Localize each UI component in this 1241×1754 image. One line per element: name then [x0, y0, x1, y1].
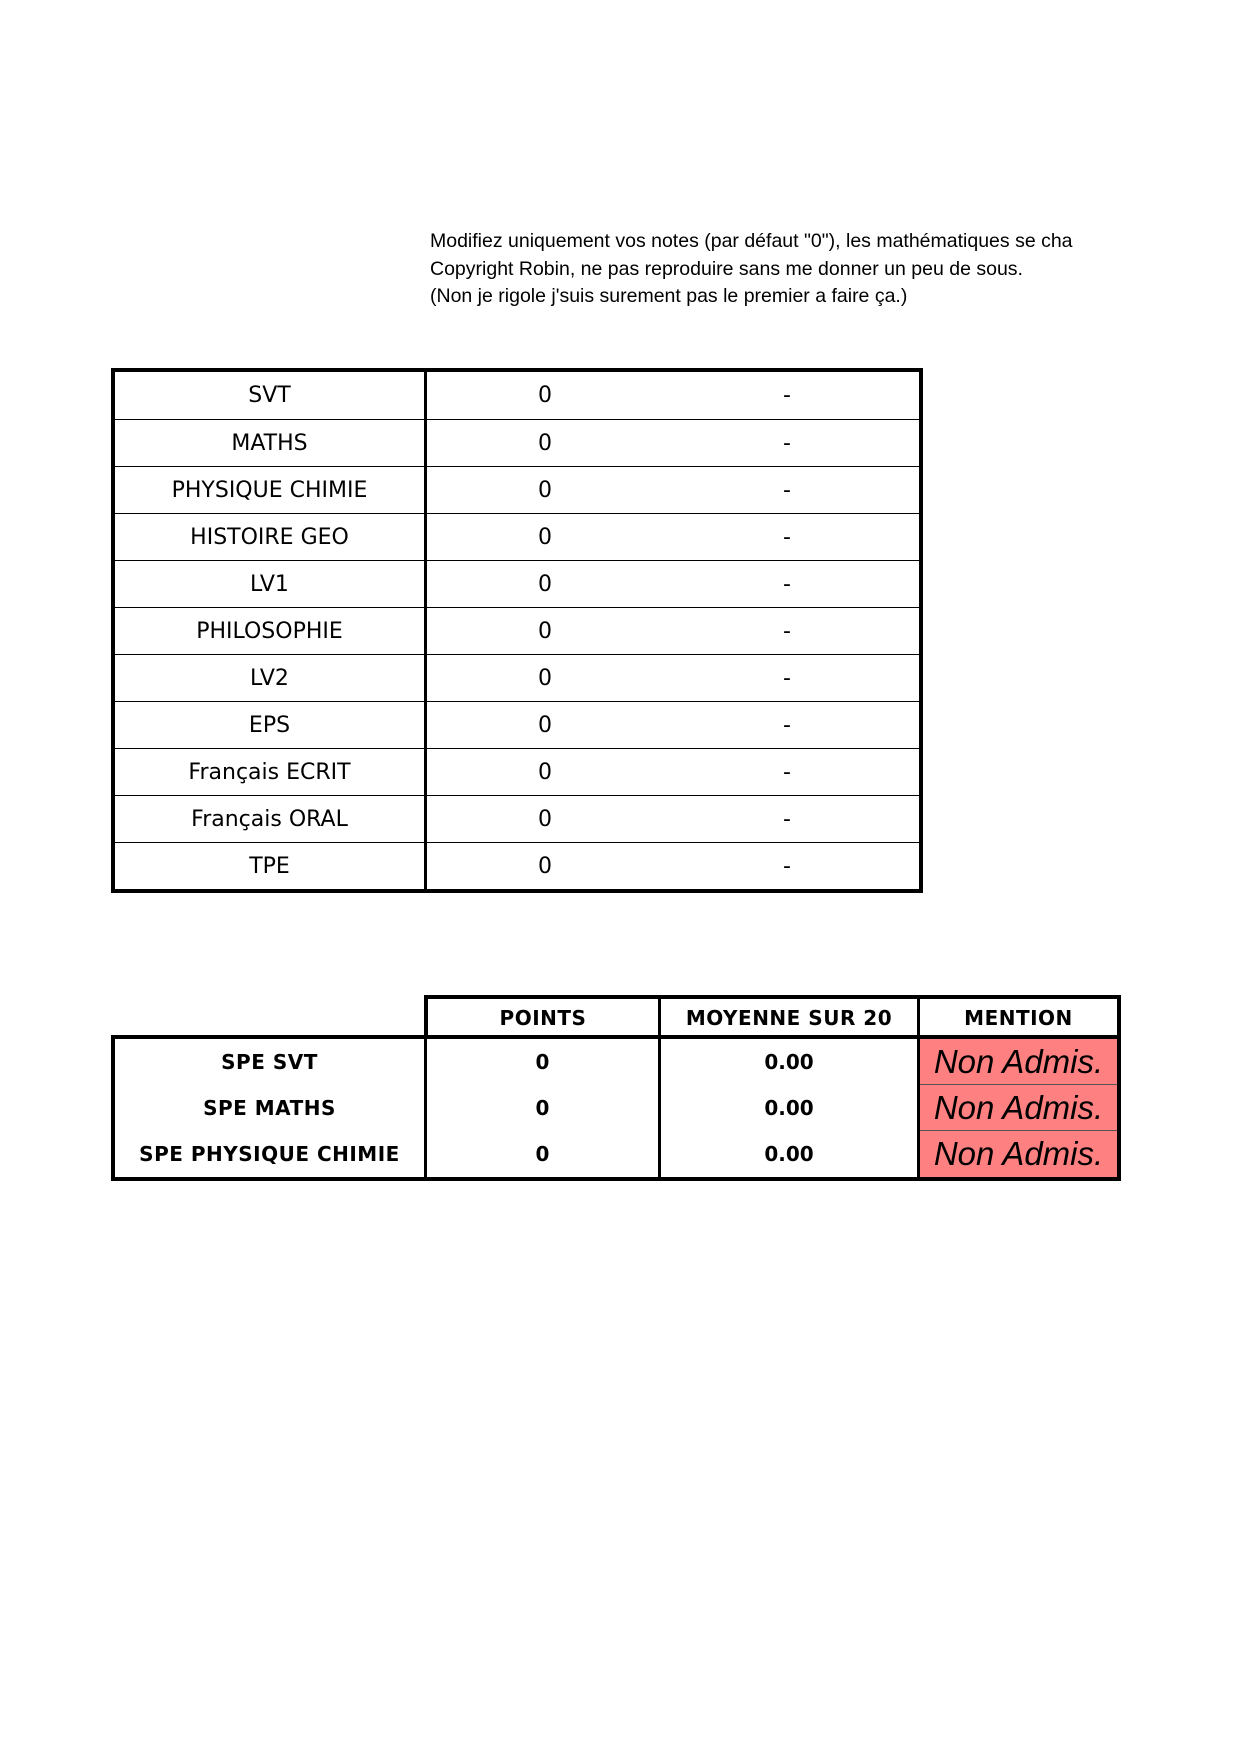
result-row-spe-maths — [115, 1085, 1117, 1131]
results-header — [424, 995, 1121, 1037]
grade-input-cell[interactable]: 0 — [538, 383, 552, 408]
grade-input-cell[interactable]: 0 — [538, 806, 552, 832]
points-value: 0 — [427, 1131, 661, 1177]
result-row-spe-physique-chimie — [115, 1131, 1117, 1177]
subject-label: Français ECRIT — [115, 749, 427, 795]
average-value: 0.00 — [661, 1039, 920, 1085]
subject-label: LV2 — [115, 655, 427, 701]
spe-label: SPE SVT — [115, 1039, 427, 1085]
grade-result-cell: - — [783, 524, 791, 550]
points-value: 0 — [427, 1039, 661, 1085]
subject-label: MATHS — [115, 420, 427, 466]
subject-label: LV1 — [115, 561, 427, 607]
grade-input-cell[interactable]: 0 — [538, 853, 552, 879]
grade-input-cell[interactable]: 0 — [538, 524, 552, 550]
subject-label: SVT — [115, 372, 427, 419]
grade-result-cell: - — [783, 712, 791, 738]
subject-label: Français ORAL — [115, 796, 427, 842]
subject-label: EPS — [115, 702, 427, 748]
grades-table — [111, 368, 923, 893]
grade-row-philosophie — [115, 607, 919, 654]
points-value: 0 — [427, 1085, 661, 1131]
grade-row-francais-ecrit — [115, 748, 919, 795]
grade-row-lv1 — [115, 560, 919, 607]
grade-result-cell: - — [783, 571, 791, 597]
grade-result-cell: - — [783, 430, 791, 456]
average-header: MOYENNE SUR 20 — [661, 999, 920, 1037]
grade-result-cell: - — [783, 806, 791, 832]
subject-label: PHYSIQUE CHIMIE — [115, 467, 427, 513]
note-line-2: Copyright Robin, ne pas reproduire sans me donner un peu de sous. — [430, 257, 1023, 280]
instructions-note — [430, 228, 1122, 311]
grade-result-cell: - — [783, 618, 791, 644]
grade-row-svt — [115, 372, 919, 419]
mention-value: Non Admis. — [920, 1085, 1117, 1131]
grade-input-cell[interactable]: 0 — [538, 477, 552, 503]
grade-row-francais-oral — [115, 795, 919, 842]
note-line-1: Modifiez uniquement vos notes (par défaut "0"), les mathématiques se cha — [430, 230, 1073, 252]
grade-row-eps — [115, 701, 919, 748]
grade-row-maths — [115, 419, 919, 466]
spe-label: SPE MATHS — [115, 1085, 427, 1131]
average-value: 0.00 — [661, 1085, 920, 1131]
subject-label: HISTOIRE GEO — [115, 514, 427, 560]
grade-result-cell: - — [783, 759, 791, 785]
grade-row-lv2 — [115, 654, 919, 701]
grade-result-cell: - — [783, 477, 791, 503]
grade-input-cell[interactable]: 0 — [538, 571, 552, 597]
result-row-spe-svt — [115, 1039, 1117, 1085]
grade-result-cell: - — [783, 853, 791, 879]
grade-input-cell[interactable]: 0 — [538, 618, 552, 644]
subject-label: TPE — [115, 843, 427, 889]
subject-label: PHILOSOPHIE — [115, 608, 427, 654]
spe-label: SPE PHYSIQUE CHIMIE — [115, 1131, 427, 1177]
grade-result-cell: - — [783, 665, 791, 691]
grade-row-histoire-geo — [115, 513, 919, 560]
results-body — [111, 1035, 1121, 1181]
average-value: 0.00 — [661, 1131, 920, 1177]
note-line-3: (Non je rigole j'suis surement pas le premier a faire ça.) — [430, 285, 908, 307]
grade-input-cell[interactable]: 0 — [538, 712, 552, 738]
grade-input-cell[interactable]: 0 — [538, 665, 552, 691]
grade-row-tpe — [115, 842, 919, 889]
mention-header: MENTION — [964, 1006, 1073, 1030]
grade-result-cell: - — [783, 383, 791, 408]
mention-value: Non Admis. — [920, 1131, 1117, 1177]
grade-input-cell[interactable]: 0 — [538, 430, 552, 456]
grade-row-physique-chimie — [115, 466, 919, 513]
grade-input-cell[interactable]: 0 — [538, 759, 552, 785]
mention-value: Non Admis. — [920, 1039, 1117, 1085]
points-header: POINTS — [428, 999, 661, 1037]
